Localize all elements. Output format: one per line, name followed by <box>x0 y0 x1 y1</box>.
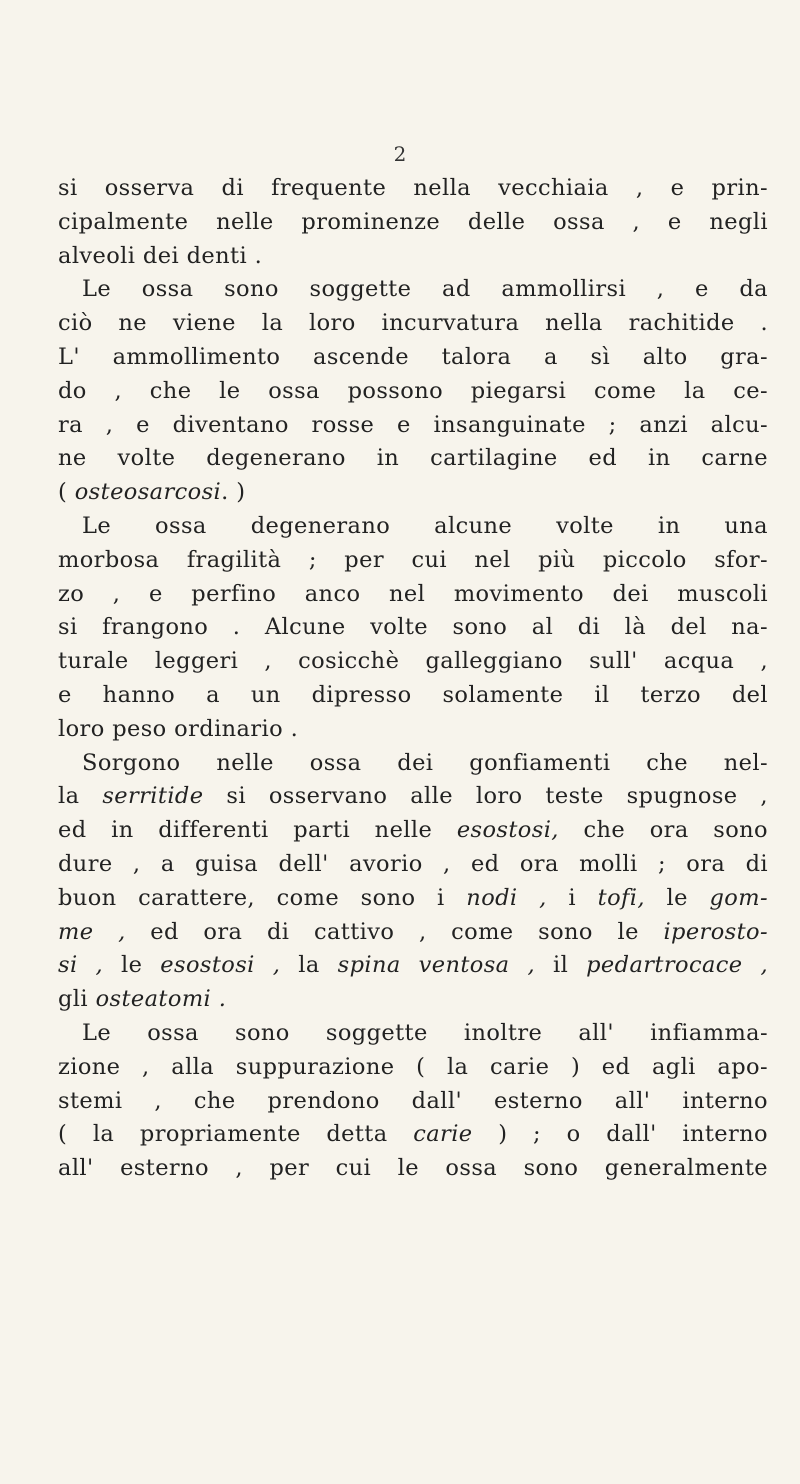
text-segment: ( <box>58 479 75 506</box>
text-segment: le <box>103 952 161 979</box>
italic-term: esostosi, <box>456 817 559 844</box>
text-segment: ra , e diventano rosse e insanguinate ; anzi alcu- <box>58 411 768 438</box>
text-line <box>58 611 768 645</box>
text-segment: morbosa fragilità ; per cui nel più piccolo sfor- <box>58 546 768 573</box>
text-segment: gli <box>58 986 96 1013</box>
italic-term: si , <box>58 952 104 979</box>
text-segment: Le ossa sono soggette inoltre all' infiamma- <box>82 1019 768 1046</box>
text-segment: dure , a guisa dell' avorio , ed ora molli ; ora di <box>58 850 768 877</box>
text-segment: stemi , che prendono dall' esterno all' interno <box>58 1087 768 1114</box>
body-text <box>58 172 768 1186</box>
text-line <box>58 916 768 950</box>
text-line <box>58 1051 768 1085</box>
text-line <box>58 679 768 713</box>
text-segment: il <box>535 952 587 979</box>
text-line <box>58 747 768 781</box>
italic-term: tofi, <box>597 884 645 911</box>
text-line <box>58 848 768 882</box>
text-segment: all' esterno , per cui le ossa sono generalmente <box>58 1155 768 1182</box>
italic-term: serritide <box>102 783 204 810</box>
text-segment: do , che le ossa possono piegarsi come la ce- <box>58 377 768 404</box>
text-segment: ciò ne viene la loro incurvatura nella rachitide . <box>58 310 768 337</box>
text-segment: si osservano alle loro teste spugnose , <box>203 783 768 810</box>
text-segment: . ) <box>221 479 246 506</box>
text-segment: ) ; o dall' interno <box>472 1121 768 1148</box>
text-segment: si osserva di frequente nella vecchiaia , e prin- <box>58 175 768 201</box>
text-line <box>58 375 768 409</box>
italic-term: gom- <box>709 884 768 911</box>
text-line <box>58 476 768 510</box>
text-segment: e hanno a un dipresso solamente il terzo del <box>58 681 768 708</box>
text-line <box>58 713 768 747</box>
text-segment: L' ammollimento ascende talora a sì alto gra- <box>58 343 768 370</box>
text-segment: alveoli dei denti . <box>58 242 263 269</box>
text-line <box>58 983 768 1017</box>
text-line <box>58 578 768 612</box>
text-line <box>58 814 768 848</box>
text-segment: le <box>644 884 710 911</box>
text-line <box>58 544 768 578</box>
text-segment: i <box>546 884 598 911</box>
page-number: 2 <box>393 142 407 166</box>
text-segment: cipalmente nelle prominenze delle ossa , e negli <box>58 208 768 235</box>
text-segment: che ora sono <box>558 817 768 844</box>
text-line <box>58 273 768 307</box>
text-segment: loro peso ordinario . <box>58 715 299 742</box>
text-line <box>58 510 768 544</box>
text-segment: zo , e perfino anco nel movimento dei muscoli <box>58 580 768 607</box>
text-segment: ed in differenti parti nelle <box>58 817 457 844</box>
text-segment: zione , alla suppurazione ( la carie ) ed agli apo- <box>58 1053 768 1080</box>
text-segment: ne volte degenerano in cartilagine ed in carne <box>58 445 768 472</box>
text-line <box>58 409 768 443</box>
italic-term: me , <box>58 918 126 945</box>
text-segment: ( la propriamente detta <box>58 1121 414 1148</box>
text-line <box>58 240 768 274</box>
text-line <box>58 1085 768 1119</box>
text-segment: ed ora di cattivo , come sono le <box>125 918 664 945</box>
italic-term: osteosarcosi <box>74 479 222 506</box>
text-segment: si frangono . Alcune volte sono al di là del na- <box>58 614 768 641</box>
text-line <box>58 172 768 206</box>
text-segment: la <box>280 952 338 979</box>
text-line <box>58 882 768 916</box>
text-line <box>58 341 768 375</box>
italic-term: pedartrocace , <box>586 952 769 979</box>
italic-term: carie <box>413 1121 473 1148</box>
text-line <box>58 206 768 240</box>
text-segment: la <box>58 783 103 810</box>
text-line <box>58 780 768 814</box>
text-line <box>58 307 768 341</box>
text-line <box>58 949 768 983</box>
text-segment: turale leggeri , cosicchè galleggiano sull' acqua , <box>58 648 768 675</box>
italic-term: osteatomi . <box>95 986 227 1013</box>
text-line <box>58 1017 768 1051</box>
text-segment: buon carattere, come sono i <box>58 884 467 911</box>
italic-term: esostosi , <box>160 952 281 979</box>
italic-term: spina ventosa , <box>337 952 536 979</box>
text-line <box>58 1152 768 1186</box>
text-line <box>58 1118 768 1152</box>
text-segment: Sorgono nelle ossa dei gonfiamenti che nel- <box>82 749 768 776</box>
text-segment: Le ossa sono soggette ad ammollirsi , e da <box>82 276 768 303</box>
text-segment: Le ossa degenerano alcune volte in una <box>82 512 768 539</box>
italic-term: nodi , <box>466 884 547 911</box>
text-line <box>58 442 768 476</box>
text-line <box>58 645 768 679</box>
italic-term: iperosto- <box>663 918 768 945</box>
